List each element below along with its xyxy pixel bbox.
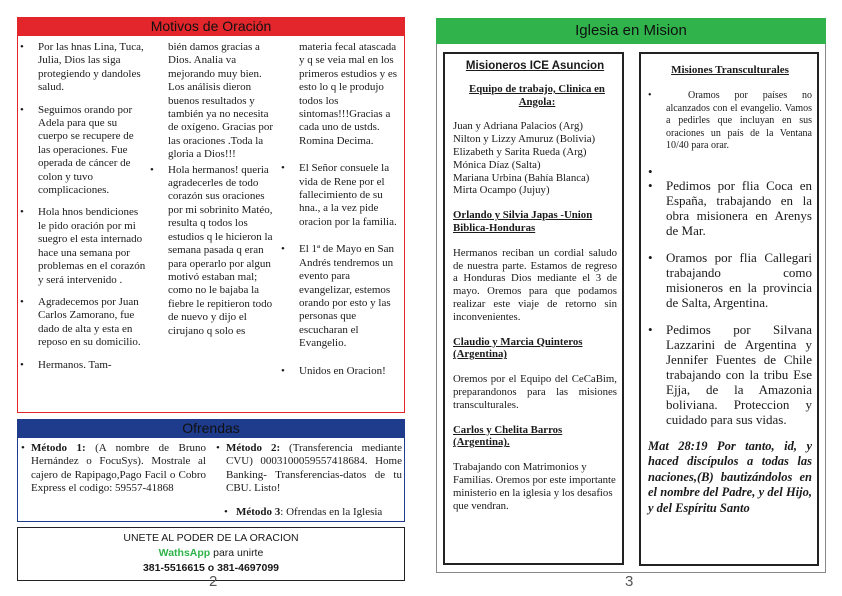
- bullet-icon: •: [648, 163, 653, 179]
- bullet-icon: •: [648, 249, 653, 265]
- quinteros-text: Oremos por el Equipo del CeCaBim, preparandonos para las misiones transculturales.: [453, 373, 617, 411]
- prayer-item: [20, 41, 148, 95]
- prayer-item: [281, 365, 399, 378]
- ice-content: [453, 60, 617, 524]
- offering-method-3: [216, 506, 402, 519]
- bullet-icon: •: [20, 295, 24, 308]
- bullet-icon: •: [21, 442, 25, 454]
- transcultural-item: [648, 90, 812, 153]
- prayer-text: Hola hermanos! queria agradecerles de todo corazón sus oraciones por mi sobrinito Matéo, resulta q todos los estudios q le hicieron la semana pasada q eran para operarlo por algun motivó estaban mal; como no le bajaba la fiebre le repitieron todo de nuevo y dijo el cirujano q solo es: [168, 163, 273, 337]
- prayer-item: [150, 164, 274, 338]
- bullet-icon: •: [150, 163, 154, 176]
- prayer-item: [281, 162, 399, 229]
- transcultural-item: [648, 250, 812, 310]
- bullet-icon: •: [281, 162, 285, 175]
- prayer-text: Unidos en Oracion!: [299, 364, 386, 377]
- prayer-text: Hola hnos bendiciones le pido oración por mi suegro el esta internado hace una semana por problemas en el corazón y será intervenido .: [38, 206, 146, 286]
- prayer-text: Por las hnas Lina, Tuca, Julia, Dios las siga protegiendo y dandoles salud.: [38, 41, 144, 94]
- bullet-icon: •: [20, 103, 24, 116]
- phone-numbers: 381-5516615 o 381-4697099: [142, 562, 280, 574]
- honduras-title: Orlando y Silvia Japas -Union Biblica-Honduras: [453, 209, 593, 234]
- missionary-name: Elizabeth y Sarita Rueda (Arg): [453, 145, 587, 158]
- prayer-item: [20, 206, 148, 286]
- missionary-name: Nilton y Lizzy Amuruz (Bolivia): [453, 133, 596, 146]
- prayer-item: [20, 359, 148, 372]
- motivos-column-2: [150, 41, 274, 347]
- method-label: Método 3: [236, 506, 281, 518]
- bullet-icon: •: [216, 442, 220, 454]
- ice-title: Misioneros ICE Asuncion: [465, 60, 605, 72]
- missionary-name: Mónica Díaz (Salta): [453, 158, 541, 171]
- prayer-item: [20, 296, 148, 350]
- transcultural-title: Misiones Transculturales: [671, 64, 789, 76]
- honduras-text: Hermanos reciban un cordial saludo de nuestra parte. Estamos de regreso a Honduras Dios mediante el 3 de mayo. Oremos para que podamos realizar este viaje de retorno sin inconvenientes.: [453, 246, 617, 323]
- prayer-continuation: materia fecal atascada y q se veia mal en los primeros estudios y es esto lo q le produjo todos los sintomas!!!Gracias a cada uno de ustds. Romina Decima.: [299, 41, 398, 147]
- method-label: Método 2:: [226, 442, 281, 454]
- offering-method-1: [21, 442, 206, 496]
- barros-title: Carlos y Chelita Barros (Argentina).: [453, 423, 563, 449]
- join-whatsapp-line: [18, 546, 404, 561]
- iglesia-header: Iglesia en Mision: [436, 18, 826, 44]
- missionary-name: Juan y Adriana Palacios (Arg): [453, 120, 583, 133]
- join-text: para unirte: [210, 547, 264, 559]
- motivos-column-1: [20, 41, 148, 381]
- prayer-item: [20, 104, 148, 198]
- bullet-icon: •: [20, 358, 24, 371]
- empty-bullet: [648, 165, 812, 178]
- transcultural-content: [648, 64, 812, 516]
- bullet-icon: •: [20, 206, 24, 219]
- transcultural-text: Oramos por países no alcanzados con el evangelio. Vamos a pedirles que incluyan en sus oraciones un país de la Ventana 10/40 para orar.: [666, 90, 812, 151]
- angola-title: Equipo de trabajo, Clinica en Angola:: [469, 82, 605, 108]
- prayer-text: Hermanos. Tam-: [38, 358, 112, 371]
- prayer-continuation: bién damos gracias a Dios. Analia va mejorando muy bien. Los análisis dieron buenos resultados y también ya no necesita de oxígeno. Gracias por las oraciones .Toda la gloria a Dios!!!: [168, 41, 274, 161]
- transcultural-text: Oramos por flia Callegari trabajando como misioneros en la provincia de Salta, Argentina.: [666, 249, 812, 310]
- whatsapp-label: WathsApp: [158, 547, 211, 559]
- barros-text: Trabajando con Matrimonios y Familias. Oremos por este importante ministerio en la iglesia y los desafios que vendran.: [453, 461, 616, 512]
- bullet-icon: •: [20, 41, 24, 53]
- prayer-item: [281, 243, 399, 350]
- angola-names: [453, 120, 617, 197]
- page-number-right: 3: [625, 573, 634, 590]
- bible-verse: Mat 28:19 Por tanto, id, y haced discípulos a todas las naciones,(B) bautizándolos en el nombre del Padre, y del Hijo, y del Espíritu Santo: [648, 438, 812, 515]
- motivos-header: Motivos de Oración: [17, 17, 405, 36]
- bullet-icon: •: [224, 506, 228, 518]
- offering-method-2: [216, 442, 402, 496]
- quinteros-title: Claudio y Marcia Quinteros (Argentina): [453, 335, 583, 361]
- missionary-name: Mariana Urbina (Bahía Blanca): [453, 171, 590, 184]
- prayer-text: Seguimos orando por Adela para que su cuerpo se recupere de las operaciones. Fue operada de cáncer de colon y tuvo complicaciones.: [38, 103, 134, 197]
- transcultural-item: [648, 178, 812, 238]
- join-title: UNETE AL PODER DE LA ORACION: [123, 532, 299, 544]
- transcultural-text: Pedimos por Silvana Lazzarini de Argentina y Jennifer Fuentes de Chile trabajando con la tribu Ese Ejja, de la Amazonia boliviana. Proteccion y cuidado para sus vidas.: [666, 321, 812, 427]
- page-number-left: 2: [209, 573, 218, 590]
- prayer-text: El Señor consuele la vida de Rene por el fallecimiento de su hna., a la vez pide oracion por la familia.: [299, 162, 397, 228]
- bullet-icon: •: [648, 321, 653, 337]
- transcultural-text: Pedimos por flia Coca en España, trabajando en la obra misionera en Arenys de Mar.: [666, 177, 812, 238]
- method-text: (Transferencia mediante CVU) 0003100059557418684. Home Banking- Transferencias-datos de tu CBU. Listo!: [226, 442, 402, 495]
- bullet-icon: •: [648, 177, 653, 193]
- bullet-icon: •: [648, 90, 652, 101]
- method-text: : Ofrendas en la Iglesia: [280, 506, 383, 518]
- method-label: Método 1:: [31, 442, 86, 454]
- prayer-text: Agradecemos por Juan Carlos Zamorano, fue dado de alta y esta en reposo en su domicilio.: [38, 295, 141, 349]
- missionary-name: Mirta Ocampo (Jujuy): [453, 184, 550, 197]
- transcultural-item: [648, 322, 812, 427]
- bullet-icon: •: [281, 364, 285, 377]
- method-text: (A nombre de Bruno Hernández o FocuSys). Mostrale al cajero de Rapipago,Pago Facil o Cobro Express el codigo: 59557-41868: [31, 442, 207, 495]
- ofrendas-header: Ofrendas: [17, 419, 405, 438]
- prayer-text: El 1ª de Mayo en San Andrés tendremos un evento para evangelizar, estemos orando por esto y las personas que escucharan el Evangelio.: [299, 243, 394, 350]
- motivos-column-3: [281, 41, 399, 387]
- bullet-icon: •: [281, 243, 285, 256]
